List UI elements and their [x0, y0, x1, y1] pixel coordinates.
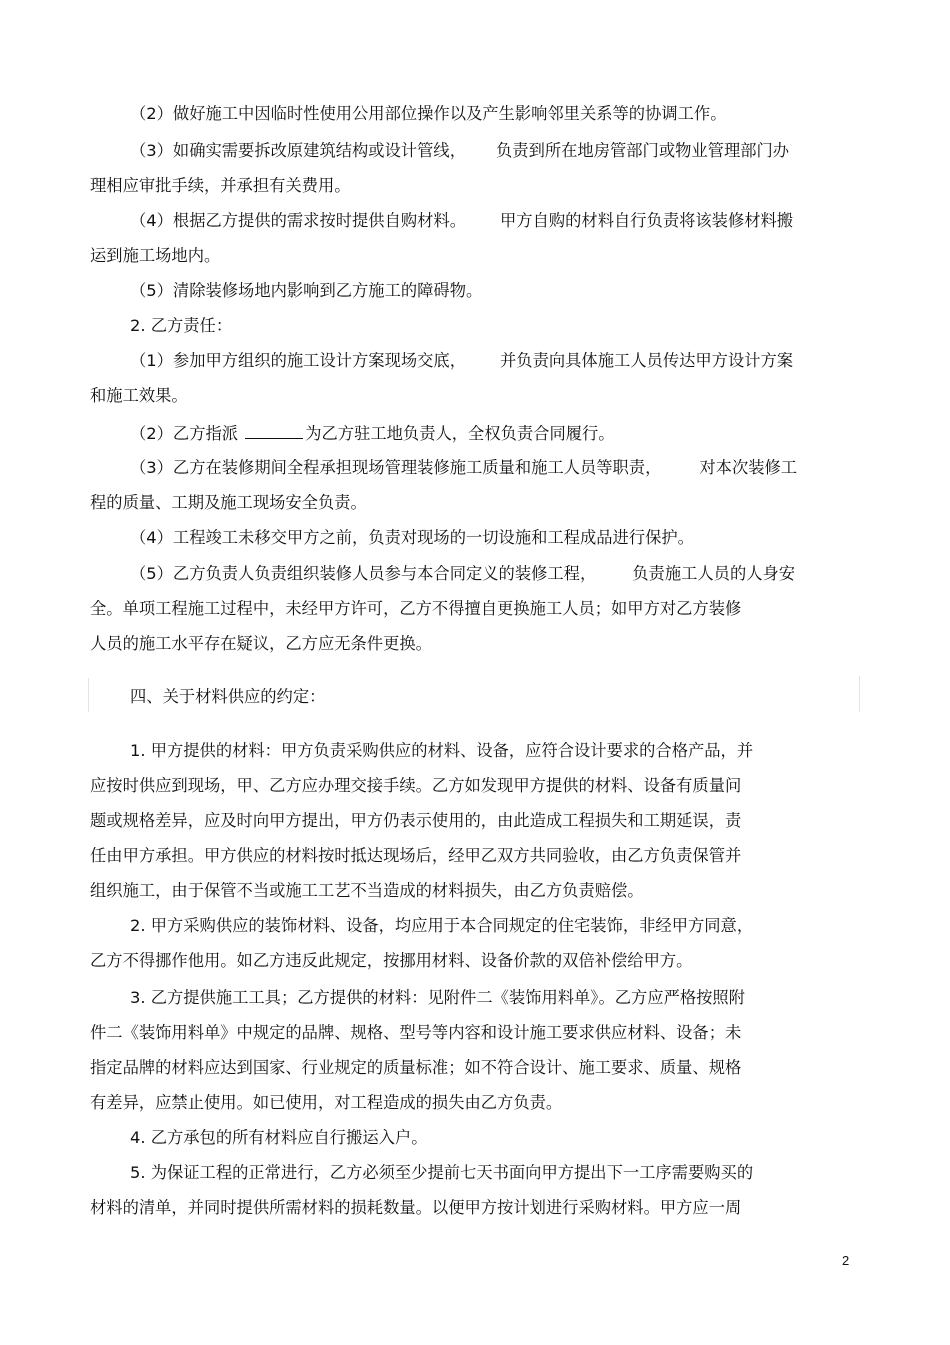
section-4-p2-line: 2. 甲方采购供应的装饰材料、设备，均应用于本合同规定的住宅装饰，非经甲方同意， [130, 916, 754, 935]
party-b-item-5 [130, 562, 795, 586]
party-b-item-5-line2: 全。单项工程施工过程中，未经甲方许可，乙方不得擅自更换施工人员；如甲方对乙方装修 [90, 599, 742, 618]
party-b-item-5-part2: 负责施工人员的人身安 [632, 564, 796, 583]
section-4-p1-line: 任由甲方承担。甲方供应的材料按时抵达现场后，经甲乙双方共同验收，由乙方负责保管并 [90, 846, 742, 865]
party-b-item-3 [130, 456, 797, 480]
party-a-item-4-part2: 甲方自购的材料自行负责将该装修材料搬 [500, 211, 794, 230]
party-b-item-1-part1: （1）参加甲方组织的施工设计方案现场交底， [130, 351, 466, 370]
party-b-item-3-line2: 程的质量、工期及施工现场安全负责。 [90, 493, 367, 512]
section-4-p4: 4. 乙方承包的所有材料应自行搬运入户。 [130, 1128, 428, 1147]
party-b-item-1 [130, 349, 793, 373]
party-a-item-3-line2: 理相应审批手续，并承担有关费用。 [90, 176, 351, 195]
party-a-item-4-part1: （4）根据乙方提供的需求按时提供自购材料。 [130, 211, 466, 230]
party-b-item-2 [130, 421, 615, 445]
party-b-item-3-part2: 对本次装修工 [699, 458, 798, 477]
section-4-p1-line: 1. 甲方提供的材料：甲方负责采购供应的材料、设备，应符合设计要求的合格产品，并 [130, 741, 754, 760]
section-4-p1-line: 组织施工，由于保管不当或施工工艺不当造成的材料损失，由乙方负责赔偿。 [90, 881, 644, 900]
section-4-p3-line: 指定品牌的材料应达到国家、行业规定的质量标准；如不符合设计、施工要求、质量、规格 [90, 1058, 742, 1077]
section-4-p1-line: 题或规格差异，应及时向甲方提出，甲方仍表示使用的，由此造成工程损失和工期延误，责 [90, 811, 742, 830]
heading-right-rule [859, 676, 860, 712]
party-a-item-2: （2）做好施工中因临时性使用公用部位操作以及产生影响邻里关系等的协调工作。 [130, 104, 727, 123]
section-4-p2-line: 乙方不得挪作他用。如乙方违反此规定，按挪用材料、设备价款的双倍补偿给甲方。 [90, 951, 693, 970]
party-b-item-1-line2: 和施工效果。 [90, 386, 188, 405]
party-b-item-4: （4）工程竣工未移交甲方之前，负责对现场的一切设施和工程成品进行保护。 [130, 528, 694, 547]
party-a-item-3 [130, 139, 789, 163]
fill-in-blank [245, 421, 303, 439]
party-b-item-2-before: （2）乙方指派 [130, 424, 239, 443]
page-number: 2 [842, 1253, 850, 1268]
section-4-p3-line: 有差异，应禁止使用。如已使用，对工程造成的损失由乙方负责。 [90, 1093, 563, 1112]
party-b-item-2-after: 为乙方驻工地负责人，全权负责合同履行。 [305, 424, 615, 443]
party-a-item-5: （5）清除装修场地内影响到乙方施工的障碍物。 [130, 281, 483, 300]
party-b-item-3-part1: （3）乙方在装修期间全程承担现场管理装修施工质量和施工人员等职责， [130, 458, 662, 477]
party-b-item-5-line3: 人员的施工水平存在疑议，乙方应无条件更换。 [90, 634, 432, 653]
section-4-p5-line: 5. 为保证工程的正常进行，乙方必须至少提前七天书面向甲方提出下一工序需要购买的 [130, 1163, 754, 1182]
party-b-heading: 2. 乙方责任： [130, 316, 233, 335]
party-b-item-1-part2: 并负责向具体施工人员传达甲方设计方案 [500, 351, 794, 370]
section-4-p5-line: 材料的清单，并同时提供所需材料的损耗数量。以便甲方按计划进行采购材料。甲方应一周 [90, 1198, 742, 1217]
section-4-title: 四、关于材料供应的约定： [130, 687, 326, 706]
party-b-item-5-part1: （5）乙方负责人负责组织装修人员参与本合同定义的装修工程， [130, 564, 597, 583]
section-4-p1-line: 应按时供应到现场，甲、乙方应办理交接手续。乙方如发现甲方提供的材料、设备有质量问 [90, 776, 742, 795]
section-4-p3-line: 3. 乙方提供施工工具；乙方提供的材料：见附件二《装饰用料单》。乙方应严格按照附 [130, 988, 745, 1007]
section-4-p3-line: 件二《装饰用料单》中规定的品牌、规格、型号等内容和设计施工要求供应材料、设备；未 [90, 1023, 742, 1042]
party-a-item-3-part1: （3）如确实需要拆改原建筑结构或设计管线， [130, 141, 466, 160]
heading-left-rule [88, 678, 89, 712]
party-a-item-4-line2: 运到施工场地内。 [90, 246, 221, 265]
party-a-item-4 [130, 209, 793, 233]
party-a-item-3-part2: 负责到所在地房管部门或物业管理部门办 [496, 141, 790, 160]
